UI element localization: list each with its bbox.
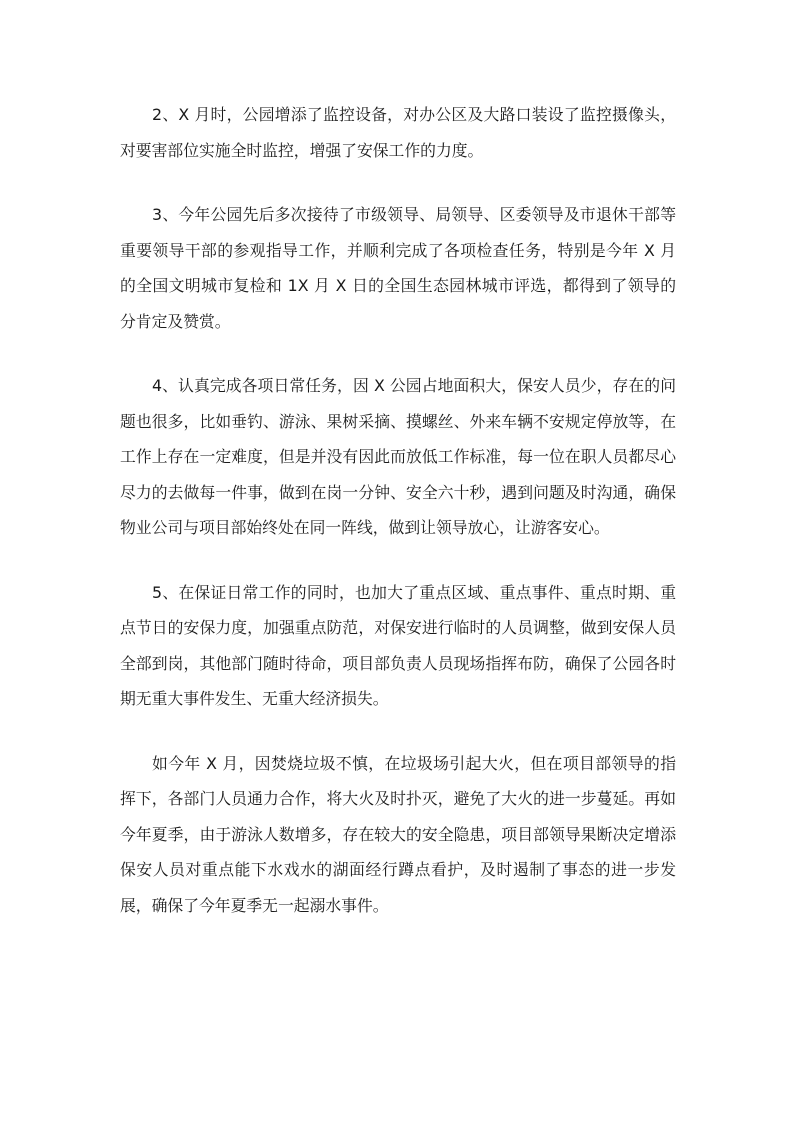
paragraph-line: 如今年 X 月，因焚烧垃圾不慎，在垃圾场引起大火，但在项目部领导的指 <box>152 753 676 773</box>
paragraph-line: 重要领导干部的参观指导工作，并顺利完成了各项检查任务，特别是今年 X 月 <box>120 240 676 260</box>
paragraph-line: 期无重大事件发生、无重大经济损失。 <box>120 689 389 708</box>
paragraph-line: 全部到岗，其他部门随时待命，项目部负责人员现场指挥布防，确保了公园各时 <box>120 653 676 673</box>
paragraph-incidents <box>120 746 676 924</box>
paragraph-line: 物业公司与项目部始终处在同一阵线，做到让领导放心，让游客安心。 <box>120 518 610 537</box>
paragraph-line: 对要害部位实施全时监控，增强了安保工作的力度。 <box>120 140 484 160</box>
paragraph-line: 2、X 月时，公园增添了监控设备，对办公区及大路口装设了监控摄像头， <box>152 105 676 124</box>
paragraph-leader-visits <box>120 197 676 339</box>
paragraph-daily-tasks <box>120 368 676 546</box>
paragraph-line: 5、在保证日常工作的同时，也加大了重点区域、重点事件、重点时期、重 <box>152 582 676 602</box>
paragraph-line: 点节日的安保力度，加强重点防范，对保安进行临时的人员调整，做到安保人员 <box>120 618 676 637</box>
paragraph-line: 3、今年公园先后多次接待了市级领导、局领导、区委领导及市退休干部等 <box>152 205 676 224</box>
paragraph-monitoring <box>120 97 676 168</box>
paragraph-line: 工作上存在一定难度，但是并没有因此而放低工作标准，每一位在职人员都尽心 <box>120 447 676 466</box>
paragraph-line: 题也很多，比如垂钓、游泳、果树采摘、摸螺丝、外来车辆不安规定停放等，在 <box>120 411 676 431</box>
paragraph-line: 保安人员对重点能下水戏水的湖面经行蹲点看护，及时遏制了事态的进一步发 <box>120 860 676 879</box>
paragraph-line: 展，确保了今年夏季无一起溺水事件。 <box>120 895 389 915</box>
paragraph-line: 分肯定及赞赏。 <box>120 311 231 331</box>
document-body <box>120 97 676 952</box>
paragraph-line: 的全国文明城市复检和 1X 月 X 日的全国生态园林城市评选，都得到了领导的 <box>120 276 676 295</box>
paragraph-line: 今年夏季，由于游泳人数增多，存在较大的安全隐患，项目部领导果断决定增添 <box>120 824 676 844</box>
paragraph-line: 4、认真完成各项日常任务，因 X 公园占地面积大，保安人员少，存在的问 <box>152 376 676 395</box>
paragraph-line: 挥下，各部门人员通力合作，将大火及时扑灭，避免了大火的进一步蔓延。再如 <box>120 789 676 808</box>
paragraph-line: 尽力的去做每一件事，做到在岗一分钟、安全六十秒，遇到问题及时沟通，确保 <box>120 482 676 502</box>
paragraph-key-security <box>120 575 676 717</box>
